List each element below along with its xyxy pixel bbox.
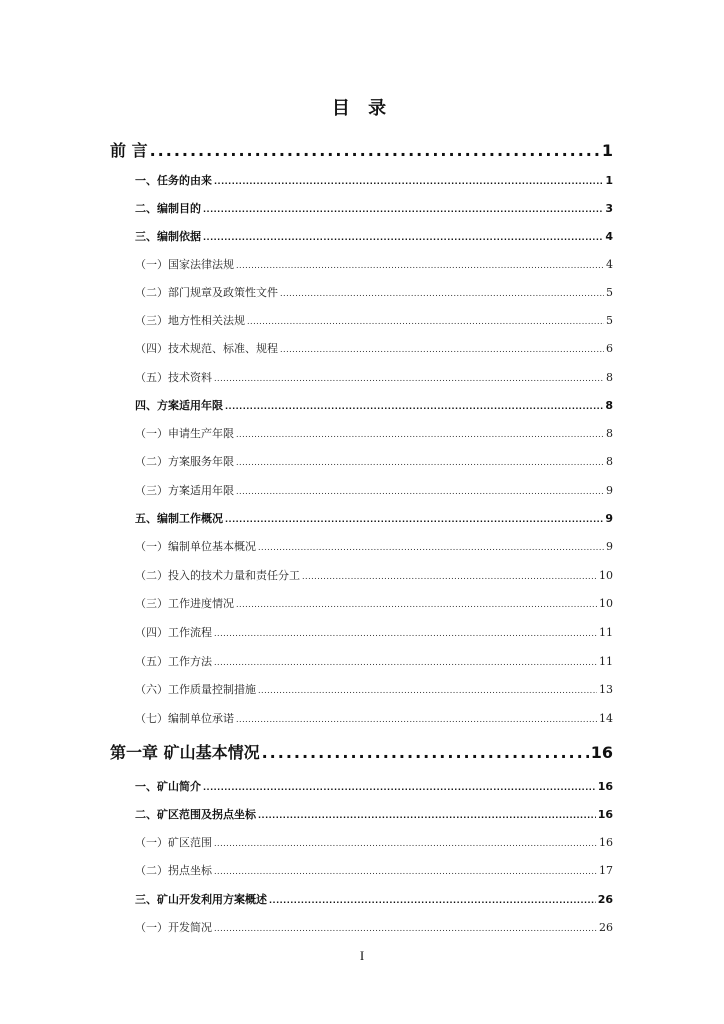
toc-dot-leader [258,543,604,552]
toc-entry[interactable] [135,172,613,188]
toc-entry[interactable] [110,138,613,161]
toc-entry-page: 5 [606,314,613,327]
toc-entry-page: 26 [599,921,613,934]
toc-entry-label: 一、任务的由来 [135,174,212,187]
toc-dot-leader [262,743,589,762]
toc-entry-page: 1 [605,174,613,187]
toc-entry-label: 二、编制目的 [135,202,201,215]
toc-entry-page: 13 [599,683,613,696]
toc-dot-leader [280,289,604,298]
toc-entry-label: （七）编制单位承诺 [135,712,234,725]
toc-dot-leader [269,896,596,905]
toc-entry-label: （一）申请生产年限 [135,427,234,440]
toc-entry[interactable] [135,256,613,272]
toc-entry-page: 16 [597,780,613,793]
toc-dot-leader [214,374,604,383]
toc-entry-label: （三）方案适用年限 [135,484,234,497]
toc-entry-page: 9 [606,540,613,553]
toc-entry-page: 16 [597,808,613,821]
toc-dot-leader [214,867,597,876]
toc-entry[interactable] [135,369,613,385]
toc-entry[interactable] [135,284,613,300]
toc-entry-label: （二）投入的技术力量和责任分工 [135,569,300,582]
toc-entry-label: （三）地方性相关法规 [135,314,245,327]
toc-entry[interactable] [135,624,613,640]
toc-entry[interactable] [135,595,613,611]
toc-entry-page: 1 [601,141,613,160]
toc-entry-page: 26 [597,893,613,906]
toc-entry-label: 四、方案适用年限 [135,399,223,412]
toc-dot-leader [247,317,604,326]
toc-dot-leader [236,600,597,609]
toc-entry[interactable] [135,681,613,697]
toc-dot-leader [214,658,597,667]
toc-dot-leader [214,177,603,186]
toc-entry[interactable] [135,510,613,526]
toc-entry-label: （一）编制单位基本概况 [135,540,256,553]
toc-entry[interactable] [135,228,613,244]
toc-entry-page: 5 [606,286,613,299]
toc-entry-page: 8 [606,371,613,384]
toc-entry-label: （四）工作流程 [135,626,212,639]
toc-entry-label: （四）技术规范、标准、规程 [135,342,278,355]
toc-entry[interactable] [135,340,613,356]
toc-dot-leader [214,924,597,933]
toc-entry-label: （三）工作进度情况 [135,597,234,610]
toc-dot-leader [203,233,603,242]
toc-entry-page: 16 [590,743,613,762]
toc-entry-page: 11 [599,626,613,639]
toc-dot-leader [280,345,604,354]
toc-entry[interactable] [135,653,613,669]
page-title: 目 录 [331,98,393,119]
toc-dot-leader [150,141,600,160]
toc-entry-label: 三、矿山开发利用方案概述 [135,893,267,906]
toc-entry[interactable] [135,919,613,935]
footer-page-number: I [359,948,365,963]
toc-dot-leader [236,487,604,496]
toc-entry[interactable] [135,567,613,583]
toc-entry[interactable] [135,806,613,822]
toc-dot-leader [236,458,604,467]
toc-dot-leader [258,811,596,820]
toc-entry-page: 3 [605,202,613,215]
toc-dot-leader [236,430,604,439]
toc-entry-page: 4 [605,230,613,243]
toc-entry-page: 10 [599,569,613,582]
toc-entry-page: 10 [599,597,613,610]
toc-entry[interactable] [135,834,613,850]
toc-entry-label: （二）方案服务年限 [135,455,234,468]
toc-dot-leader [214,839,597,848]
toc-entry-label: （五）技术资料 [135,371,212,384]
toc-entry[interactable] [135,312,613,328]
toc-entry[interactable] [135,710,613,726]
toc-entry-label: （一）国家法律法规 [135,258,234,271]
toc-entry-label: （五）工作方法 [135,655,212,668]
toc-entry[interactable] [135,453,613,469]
toc-entry-page: 14 [599,712,613,725]
toc-entry-label: 五、编制工作概况 [135,512,223,525]
toc-dot-leader [225,515,603,524]
toc-entry[interactable] [135,425,613,441]
toc-entry-page: 11 [599,655,613,668]
toc-entry[interactable] [135,200,613,216]
toc-dot-leader [203,783,596,792]
toc-entry-page: 16 [599,836,613,849]
toc-entry-label: （一）矿区范围 [135,836,212,849]
toc-entry-page: 9 [605,512,613,525]
toc-entry-label: 前 言 [110,141,148,160]
toc-entry-label: （二）拐点坐标 [135,864,212,877]
toc-entry[interactable] [110,740,613,763]
toc-entry[interactable] [135,538,613,554]
toc-entry-page: 8 [606,427,613,440]
toc-entry[interactable] [135,397,613,413]
toc-entry[interactable] [135,891,613,907]
toc-dot-leader [236,715,597,724]
toc-dot-leader [236,261,604,270]
toc-entry-label: 第一章 矿山基本情况 [110,743,260,762]
toc-dot-leader [203,205,603,214]
toc-dot-leader [214,629,597,638]
toc-entry-label: （一）开发简况 [135,921,212,934]
toc-dot-leader [258,686,597,695]
toc-dot-leader [225,402,603,411]
toc-entry-label: 一、矿山简介 [135,780,201,793]
toc-dot-leader [302,572,597,581]
toc-entry-page: 8 [606,455,613,468]
toc-entry-page: 6 [606,342,613,355]
toc-entry-page: 17 [599,864,613,877]
toc-entry-page: 4 [606,258,613,271]
toc-entry-label: （二）部门规章及政策性文件 [135,286,278,299]
toc-entry[interactable] [135,482,613,498]
toc-entry[interactable] [135,862,613,878]
toc-entry-page: 8 [605,399,613,412]
toc-entry-label: （六）工作质量控制措施 [135,683,256,696]
toc-entry[interactable] [135,778,613,794]
toc-entry-label: 三、编制依据 [135,230,201,243]
toc-entry-label: 二、矿区范围及拐点坐标 [135,808,256,821]
toc-entry-page: 9 [606,484,613,497]
